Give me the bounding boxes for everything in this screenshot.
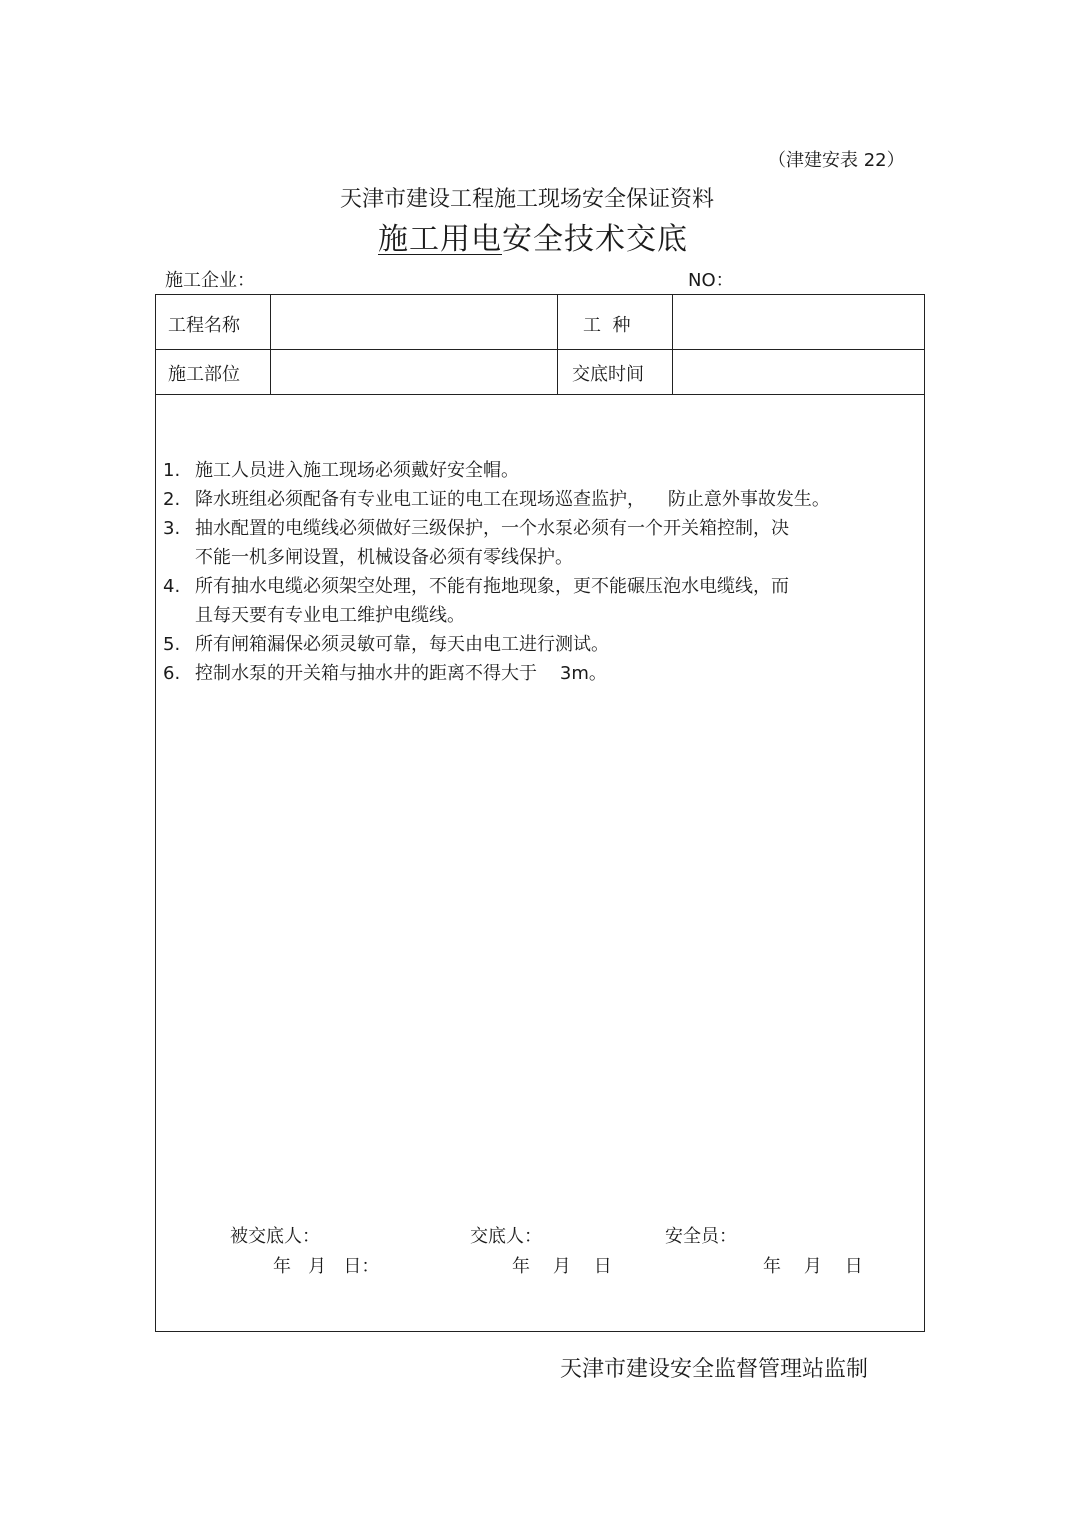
list-item (163, 456, 830, 485)
supervisor-footer: 天津市建设安全监督管理站监制 (560, 1357, 869, 1382)
trade-label: 工 种 (583, 315, 631, 336)
receiver-date: 年 月 日： (273, 1256, 380, 1277)
list-item (163, 514, 830, 543)
item-number: 4. (163, 576, 181, 597)
item-number: 3. (163, 518, 181, 539)
location-label: 施工部位 (168, 364, 240, 385)
form-code: （津建安表 22） (768, 150, 905, 171)
item-text: 所有抽水电缆必须架空处理，不能有拖地现象，更不能碾压泡水电缆线，而 (195, 576, 789, 597)
item-number: 6. (163, 663, 181, 684)
item-number: 1. (163, 460, 181, 481)
table-column-divider (557, 294, 558, 394)
company-label: 施工企业： (165, 270, 255, 291)
item-number: 2. (163, 489, 181, 510)
item-text: 控制水泵的开关箱与抽水井的距离不得大于 3m。 (195, 663, 607, 684)
document-title (378, 214, 688, 258)
item-text: 抽水配置的电缆线必须做好三级保护，一个水泵必须有一个开关箱控制，决 (195, 518, 789, 539)
list-item (163, 572, 830, 601)
list-item (163, 485, 830, 514)
giver-date: 年 月 日 (512, 1256, 612, 1277)
document-title-rest: 安全技术交底 (502, 222, 688, 257)
organization-title: 天津市建设工程施工现场安全保证资料 (339, 187, 714, 212)
time-label: 交底时间 (572, 364, 644, 385)
document-title-underlined: 施工用电 (378, 222, 502, 257)
table-column-divider (270, 294, 271, 394)
item-text-continued: 且每天要有专业电工维护电缆线。 (195, 605, 465, 626)
receiver-signature-label: 被交底人： (230, 1226, 320, 1247)
safety-officer-label: 安全员： (665, 1226, 737, 1247)
table-column-divider (672, 294, 673, 394)
item-number: 5. (163, 634, 181, 655)
table-row-divider (155, 394, 925, 395)
giver-signature-label: 交底人： (470, 1226, 542, 1247)
number-label: NO： (688, 270, 734, 291)
disclosure-content (163, 456, 830, 688)
item-text: 施工人员进入施工现场必须戴好安全帽。 (195, 460, 519, 481)
safety-officer-date: 年 月 日 (763, 1256, 863, 1277)
item-text-continued: 不能一机多闸设置，机械设备必须有零线保护。 (195, 547, 573, 568)
item-text: 所有闸箱漏保必须灵敏可靠，每天由电工进行测试。 (195, 634, 609, 655)
item-text: 降水班组必须配备有专业电工证的电工在现场巡查监护， 防止意外事故发生。 (195, 489, 830, 510)
list-item (163, 659, 830, 688)
list-item (163, 630, 830, 659)
form-frame (155, 294, 925, 1332)
project-name-label: 工程名称 (168, 315, 240, 336)
